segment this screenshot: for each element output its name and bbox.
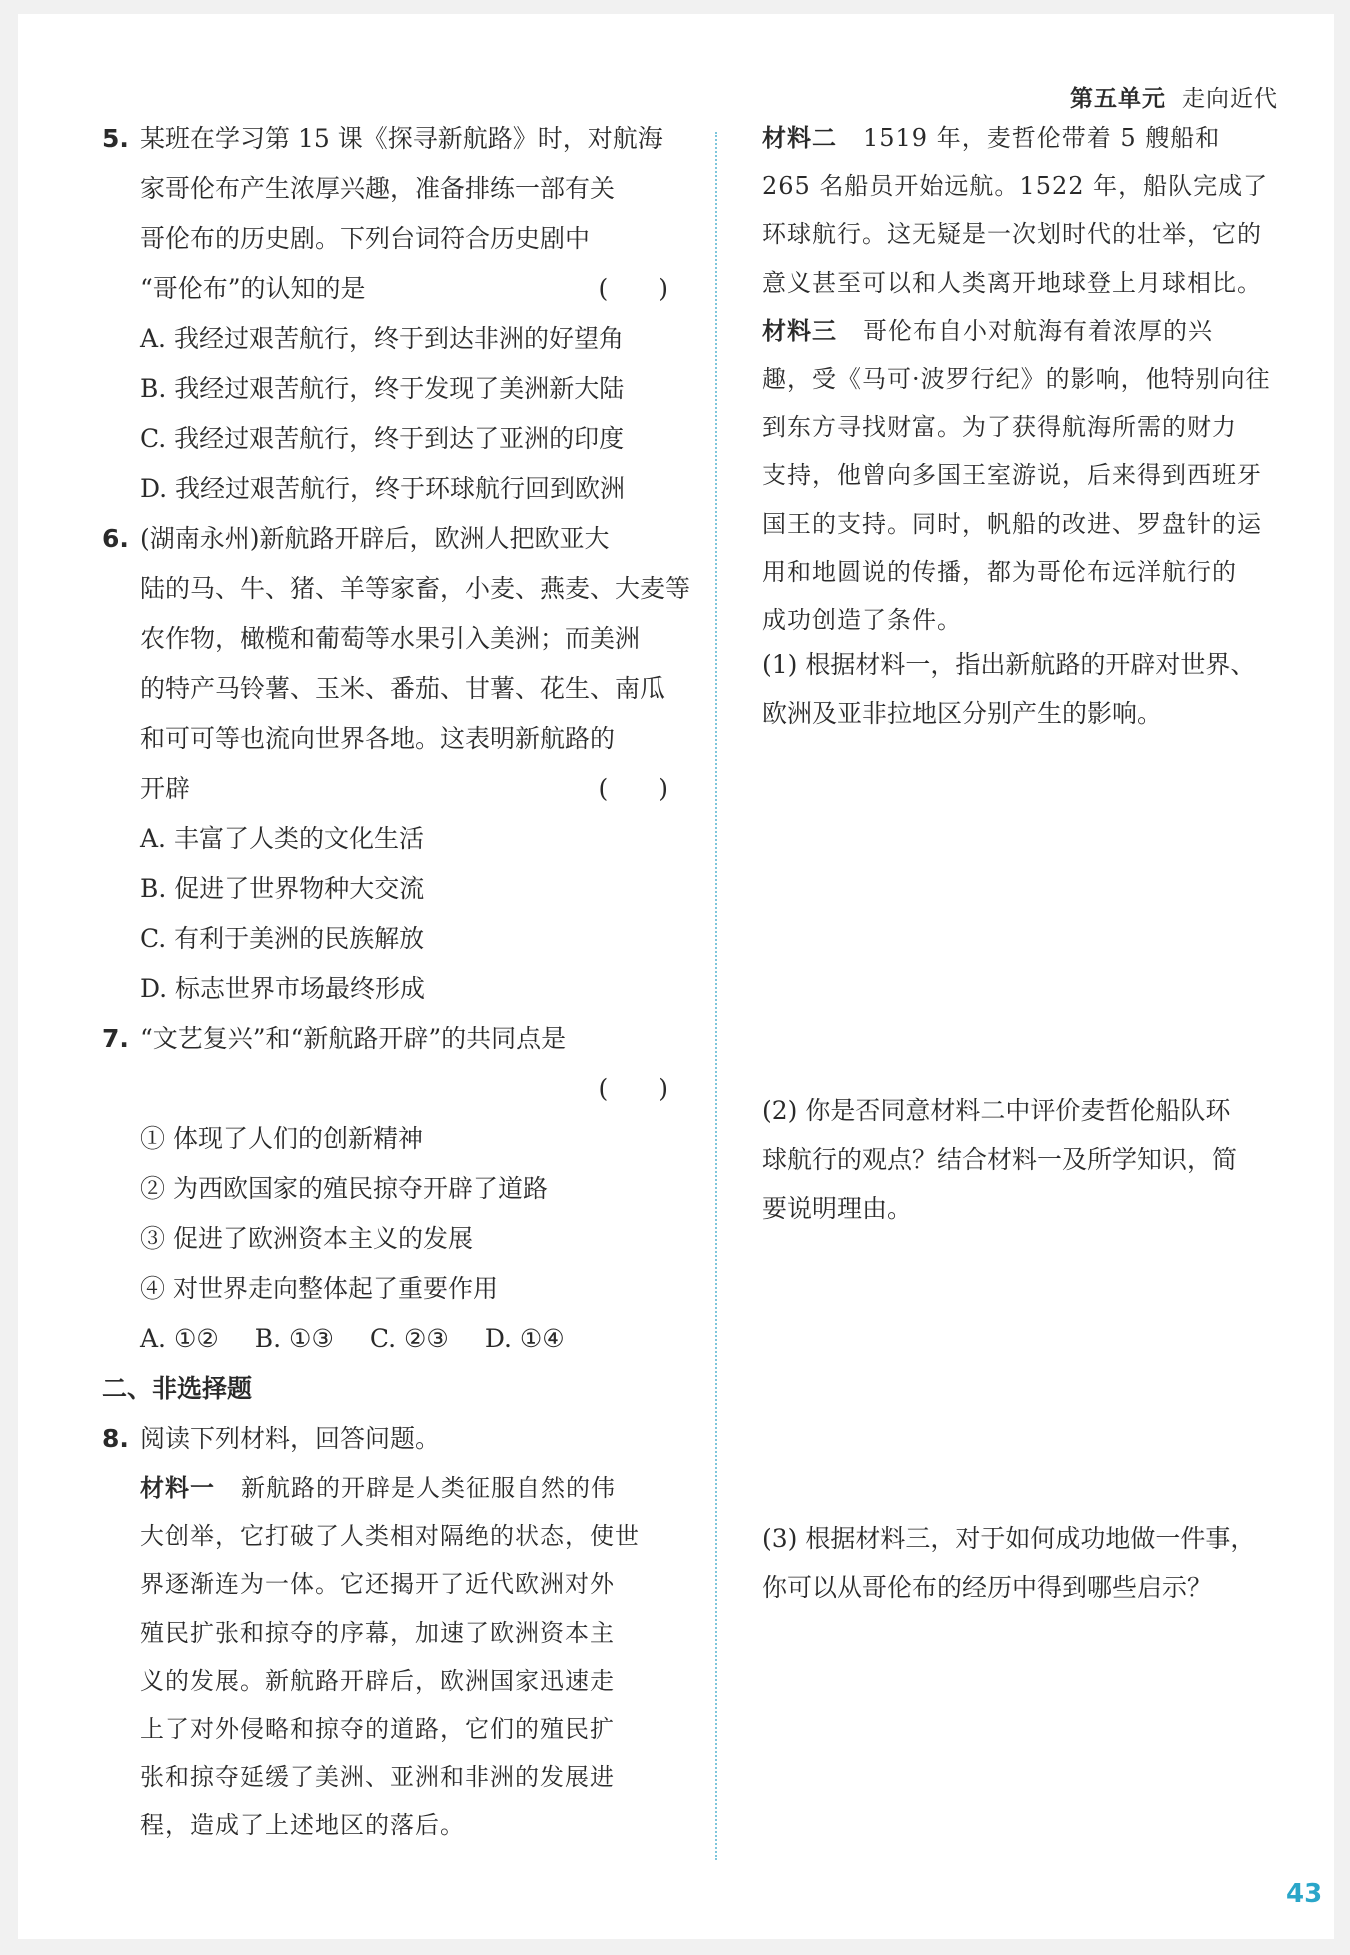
- material-text: 1519 年，麦哲伦带着 5 艘船和: [863, 124, 1221, 152]
- sub-question-text: (3) 根据材料三，对于如何成功地做一件事，: [762, 1524, 1256, 1553]
- material-1: [102, 1464, 670, 1850]
- material-text: 义的发展。新航路开辟后，欧洲国家迅速走: [140, 1666, 615, 1695]
- material-label: 材料三: [762, 316, 837, 345]
- material-text: 成功创造了条件。: [762, 605, 962, 634]
- answer-blank: ( ): [598, 774, 668, 803]
- question-text: 某班在学习第 15 课《探寻新航路》时，对航海: [140, 124, 663, 153]
- section-heading: 二、非选择题: [102, 1374, 253, 1403]
- sub-question-3: [762, 1514, 1292, 1612]
- material-text: 趣，受《马可·波罗行纪》的影响，他特别向往: [762, 364, 1271, 393]
- question-text: 家哥伦布产生浓厚兴趣，准备排练一部有关: [140, 174, 616, 203]
- question-text: “文艺复兴”和“新航路开辟”的共同点是: [140, 1024, 567, 1053]
- page-number: 43: [1286, 1879, 1323, 1909]
- sub-question-1: [762, 640, 1292, 738]
- material-text: 环球航行。这无疑是一次划时代的壮举，它的: [762, 220, 1262, 249]
- question-number: 5.: [102, 124, 129, 153]
- statement-2: ② 为西欧国家的殖民掠夺开辟了道路: [140, 1174, 548, 1203]
- answer-blank: ( ): [598, 1074, 668, 1103]
- statement-3: ③ 促进了欧洲资本主义的发展: [140, 1224, 473, 1253]
- question-number: 7.: [102, 1024, 129, 1053]
- material-text: 大创举，它打破了人类相对隔绝的状态，使世: [140, 1522, 640, 1551]
- question-text: 陆的马、牛、猪、羊等家畜，小麦、燕麦、大麦等: [140, 574, 691, 603]
- statement-1: ① 体现了人们的创新精神: [140, 1124, 423, 1153]
- option-b: B. ①③: [254, 1324, 334, 1353]
- material-text: 哥伦布自小对航海有着浓厚的兴: [863, 316, 1213, 345]
- page-header: [1070, 80, 1278, 113]
- unit-title: 走向近代: [1182, 86, 1278, 112]
- sub-question-text: 你可以从哥伦布的经历中得到哪些启示？: [762, 1573, 1213, 1602]
- question-text: 和可可等也流向世界各地。这表明新航路的: [140, 724, 616, 753]
- material-text: 界逐渐连为一体。它还揭开了近代欧洲对外: [140, 1570, 615, 1599]
- option-b: B. 我经过艰苦航行，终于发现了美洲新大陆: [140, 374, 625, 403]
- option-c: C. 有利于美洲的民族解放: [140, 924, 425, 953]
- question-6: [102, 514, 691, 1014]
- option-a: A. ①②: [140, 1324, 219, 1353]
- sub-question-text: (2) 你是否同意材料二中评价麦哲伦船队环: [762, 1096, 1231, 1125]
- material-text: 265 名船员开始远航。1522 年，船队完成了: [762, 172, 1269, 201]
- left-column: [102, 114, 691, 1850]
- material-text: 新航路的开辟是人类征服自然的伟: [241, 1474, 616, 1502]
- material-label: 材料一: [140, 1474, 215, 1502]
- option-a: A. 丰富了人类的文化生活: [140, 824, 424, 853]
- material-3: [762, 307, 1292, 644]
- question-text: (湖南永州)新航路开辟后，欧洲人把欧亚大: [140, 524, 610, 553]
- question-text: “哥伦布”的认知的是: [140, 274, 366, 303]
- answer-blank: ( ): [598, 274, 668, 303]
- material-text: 支持，他曾向多国王室游说，后来得到西班牙: [762, 461, 1262, 490]
- question-8: [102, 1414, 670, 1850]
- sub-question-text: 球航行的观点？结合材料一及所学知识，简: [762, 1145, 1238, 1174]
- material-text: 用和地圆说的传播，都为哥伦布远洋航行的: [762, 557, 1237, 586]
- material-label: 材料二: [762, 124, 837, 152]
- sub-question-2: [762, 1086, 1292, 1233]
- sub-question-text: (1) 根据材料一，指出新航路的开辟对世界、: [762, 650, 1256, 679]
- column-divider: [715, 132, 717, 1860]
- choice-row: [102, 1314, 670, 1364]
- question-number: 6.: [102, 524, 129, 553]
- material-text: 张和掠夺延缓了美洲、亚洲和非洲的发展进: [140, 1763, 615, 1792]
- unit-label: 第五单元: [1070, 86, 1166, 112]
- material-text: 意义甚至可以和人类离开地球登上月球相比。: [762, 268, 1262, 297]
- question-7: [102, 1014, 670, 1364]
- material-text: 程，造成了上述地区的落后。: [140, 1811, 465, 1840]
- question-number: 8.: [102, 1424, 129, 1453]
- right-column: [762, 114, 1292, 1602]
- question-text: 开辟: [140, 774, 191, 803]
- material-text: 到东方寻找财富。为了获得航海所需的财力: [762, 413, 1237, 442]
- question-text: 的特产马铃薯、玉米、番茄、甘薯、花生、南瓜: [140, 674, 666, 703]
- option-a: A. 我经过艰苦航行，终于到达非洲的好望角: [140, 324, 624, 353]
- option-d: D. ①④: [484, 1324, 565, 1353]
- option-c: C. ②③: [369, 1324, 449, 1353]
- question-text: 哥伦布的历史剧。下列台词符合历史剧中: [140, 224, 591, 253]
- material-text: 国王的支持。同时，帆船的改进、罗盘针的运: [762, 509, 1262, 538]
- option-d: D. 标志世界市场最终形成: [140, 974, 426, 1003]
- sub-question-text: 要说明理由。: [762, 1194, 913, 1223]
- sub-question-text: 欧洲及亚非拉地区分别产生的影响。: [762, 699, 1163, 728]
- question-text: 阅读下列材料，回答问题。: [140, 1424, 441, 1453]
- question-5: [102, 114, 670, 514]
- option-b: B. 促进了世界物种大交流: [140, 874, 425, 903]
- option-d: D. 我经过艰苦航行，终于环球航行回到欧洲: [140, 474, 626, 503]
- material-2: [762, 114, 1292, 307]
- material-text: 殖民扩张和掠夺的序幕，加速了欧洲资本主: [140, 1618, 615, 1647]
- statement-4: ④ 对世界走向整体起了重要作用: [140, 1274, 498, 1303]
- option-c: C. 我经过艰苦航行，终于到达了亚洲的印度: [140, 424, 625, 453]
- material-text: 上了对外侵略和掠夺的道路，它们的殖民扩: [140, 1714, 615, 1743]
- question-text: 农作物，橄榄和葡萄等水果引入美洲；而美洲: [140, 624, 641, 653]
